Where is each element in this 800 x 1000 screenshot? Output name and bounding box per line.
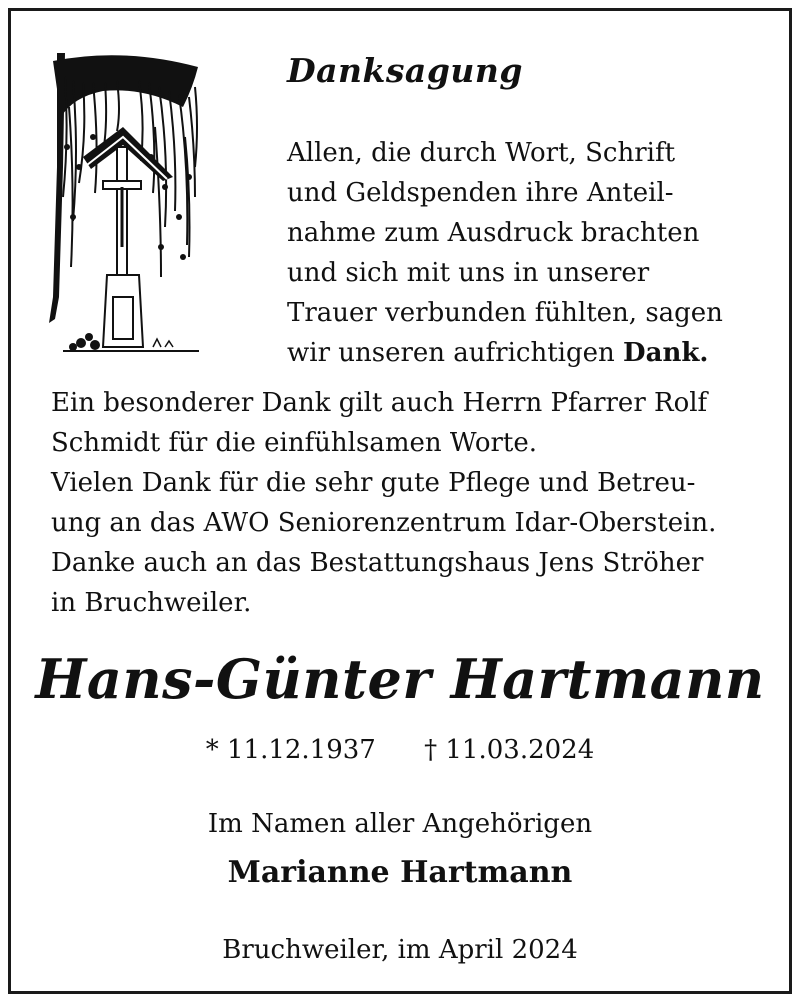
body-line: Schmidt für die einfühlsamen Worte. bbox=[51, 428, 538, 458]
intro-dank-emphasis: Dank. bbox=[623, 338, 709, 368]
deceased-name: Hans-Günter Hartmann bbox=[35, 647, 765, 711]
thanks-intro-paragraph bbox=[287, 133, 767, 373]
birth-date: * 11.12.1937 bbox=[205, 735, 376, 765]
signer-name: Marianne Hartmann bbox=[227, 855, 573, 890]
intro-last-text: wir unseren aufrichtigen bbox=[287, 338, 624, 368]
life-dates bbox=[11, 735, 789, 765]
body-line: Ein besonderer Dank gilt auch Herrn Pfarrer Rolf bbox=[51, 388, 708, 418]
death-date: † 11.03.2024 bbox=[424, 735, 595, 765]
intro-line: und Geldspenden ihre Anteil- bbox=[287, 178, 674, 208]
body-line: ung an das AWO Seniorenzentrum Idar-Oberstein. bbox=[51, 508, 717, 538]
obituary-card bbox=[8, 8, 792, 994]
weeping-willow-wayside-cross-icon bbox=[43, 47, 203, 357]
intro-line: Trauer verbunden fühlten, sagen bbox=[287, 298, 723, 328]
intro-line: und sich mit uns in unserer bbox=[287, 258, 650, 288]
notice-heading: Danksagung bbox=[287, 51, 523, 90]
on-behalf-line: Im Namen aller Angehörigen bbox=[207, 809, 593, 839]
intro-line: nahme zum Ausdruck brachten bbox=[287, 218, 700, 248]
body-line: Vielen Dank für die sehr gute Pflege und Betreu- bbox=[51, 468, 696, 498]
place-date: Bruchweiler, im April 2024 bbox=[222, 935, 578, 965]
thanks-body-paragraph bbox=[51, 383, 791, 623]
body-line: Danke auch an das Bestattungshaus Jens Ströher bbox=[51, 548, 704, 578]
intro-line: Allen, die durch Wort, Schrift bbox=[287, 138, 676, 168]
intro-line-last bbox=[287, 333, 767, 373]
body-line: in Bruchweiler. bbox=[51, 588, 252, 618]
